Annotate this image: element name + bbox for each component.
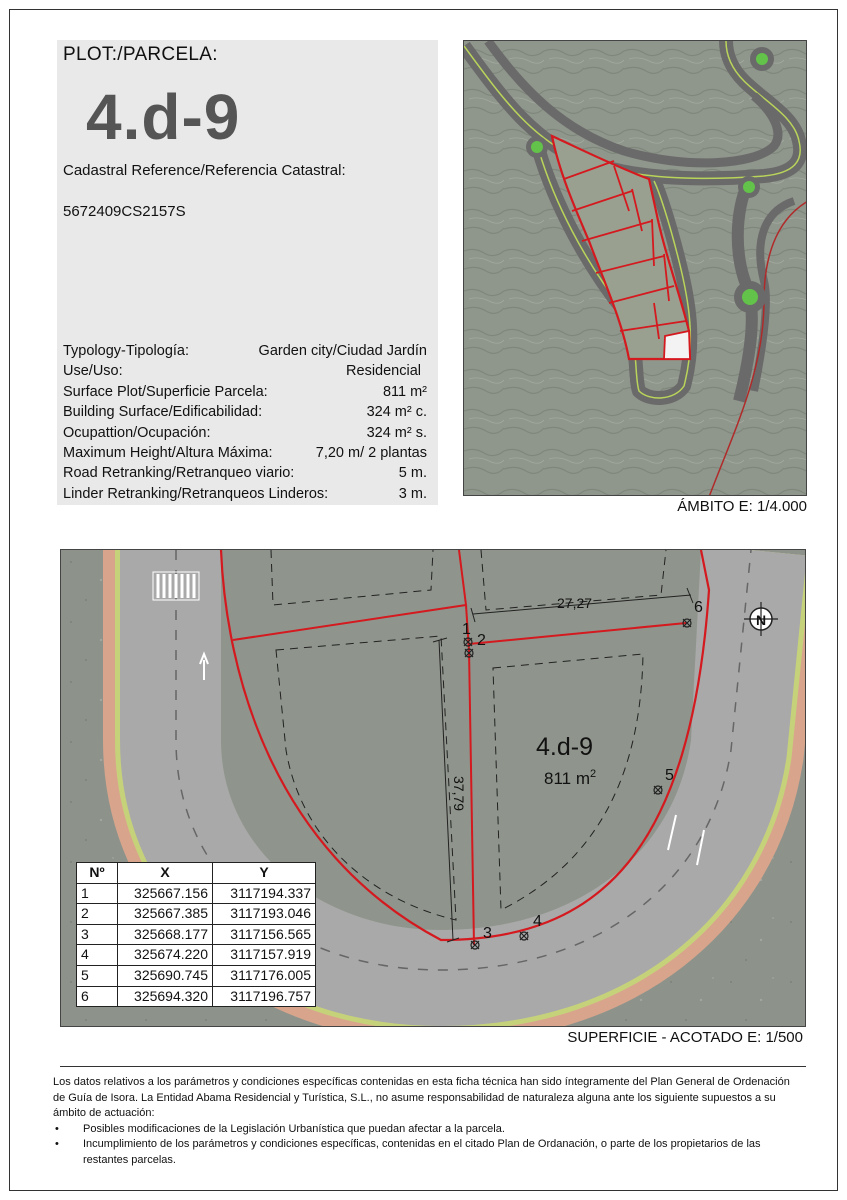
plot-number: 4.d-9 (86, 81, 241, 153)
vertex-label: 3 (483, 925, 492, 942)
table-row (77, 965, 316, 986)
vertex-label: 1 (462, 621, 471, 638)
disclaimer-paragraph: Los datos relativos a los parámetros y condiciones específicas contenidas en esta ficha técnica han sido íntegramente del Plan General de Ordenación de Guía de Isora. La Entidad Abama Residencial y Turística, S.L., no asume responsabilidad de naturaleza alguna ante los siguiente supuestos a su ámbito de actuación: (53, 1076, 790, 1119)
param-row (63, 402, 427, 422)
cadastral-label: Cadastral Reference/Referencia Catastral: (63, 162, 346, 179)
plot-map-label: 4.d-9 (536, 733, 593, 761)
param-value: 5 m. (398, 465, 427, 482)
cell-x: 325674.220 (118, 945, 213, 966)
cell-x: 325668.177 (118, 924, 213, 945)
roundabout-island (742, 289, 758, 305)
param-row (63, 443, 427, 463)
cell-n: 5 (77, 965, 118, 986)
param-row (63, 484, 427, 504)
param-label: Maximum Height/Altura Máxima: (63, 444, 273, 461)
param-value: 324 m² s. (366, 424, 427, 441)
location-map (463, 40, 807, 496)
cell-y: 3117194.337 (213, 883, 316, 904)
roundabout-island (531, 141, 543, 153)
param-label: Road Retranking/Retranqueo viario: (63, 465, 295, 482)
table-row (77, 883, 316, 904)
param-label: Building Surface/Edificabilidad: (63, 404, 263, 421)
vertex-label: 2 (477, 632, 486, 649)
param-value: 3 m. (398, 485, 427, 502)
cell-y: 3117156.565 (213, 924, 316, 945)
parameters-list (63, 341, 427, 504)
highlighted-parcel (664, 331, 690, 359)
cell-y: 3117193.046 (213, 904, 316, 925)
vertex-label: 4 (533, 913, 542, 930)
param-label: Typology-Tipología: (63, 343, 190, 359)
disclaimer-list (53, 1122, 805, 1169)
roundabout-island (756, 53, 768, 65)
param-label: Use/Uso: (63, 363, 123, 380)
cadastral-value: 5672409CS2157S (63, 203, 186, 220)
param-row (63, 341, 427, 361)
cell-x: 325667.385 (118, 904, 213, 925)
cell-n: 4 (77, 945, 118, 966)
location-map-image (464, 41, 807, 496)
table-row (77, 924, 316, 945)
param-row (63, 361, 427, 381)
cell-n: 6 (77, 986, 118, 1007)
cell-x: 325690.745 (118, 965, 213, 986)
detail-map-scale: SUPERFICIE - ACOTADO E: 1/500 (567, 1029, 803, 1046)
cell-n: 3 (77, 924, 118, 945)
cell-y: 3117157.919 (213, 945, 316, 966)
location-map-scale: ÁMBITO E: 1/4.000 (677, 498, 807, 515)
param-label: Linder Retranking/Retranqueos Linderos: (63, 485, 329, 502)
table-row (77, 986, 316, 1007)
param-value: 324 m² c. (366, 404, 427, 421)
param-row (63, 382, 427, 402)
coordinates-table (76, 862, 316, 1007)
param-label: Ocupattion/Ocupación: (63, 424, 211, 441)
column-header: X (118, 863, 213, 884)
cell-x: 325694.320 (118, 986, 213, 1007)
cell-x: 325667.156 (118, 883, 213, 904)
param-value: 811 m² (382, 383, 427, 400)
table-header-row (77, 863, 316, 884)
table-row (77, 904, 316, 925)
column-header: Y (213, 863, 316, 884)
plot-heading: PLOT:/PARCELA: (63, 44, 218, 65)
list-item: • Incumplimiento de los parámetros y condiciones específicas, contenidas en el citado Plan de Ordanación, o parte de los propietarios de las restantes parcelas. (53, 1137, 805, 1168)
cell-y: 3117196.757 (213, 986, 316, 1007)
vertex-label: 5 (665, 767, 674, 784)
roundabout-island (743, 181, 755, 193)
param-row (63, 423, 427, 443)
list-item: • Posibles modificaciones de la Legislación Urbanística que puedan afectar a la parcela. (53, 1122, 805, 1138)
param-row (63, 463, 427, 483)
table-row (77, 945, 316, 966)
plot-area-unit-sup: 2 (590, 768, 597, 780)
param-value: 7,20 m/ 2 plantas (315, 444, 427, 461)
param-label: Surface Plot/Superficie Parcela: (63, 383, 268, 400)
cell-n: 2 (77, 904, 118, 925)
disclaimer (53, 1075, 805, 1168)
param-value: Residencial (346, 363, 421, 380)
cell-y: 3117176.005 (213, 965, 316, 986)
vertex-label: 6 (694, 599, 703, 616)
plot-area-label (544, 768, 596, 788)
param-value: Garden city/Ciudad Jardín (258, 343, 427, 359)
dimension-top-label: 27,27 (557, 595, 593, 611)
north-label: N (756, 612, 767, 628)
dimension-side-label: 37,79 (451, 776, 467, 812)
cell-n: 1 (77, 883, 118, 904)
column-header: Nº (77, 863, 118, 884)
plot-area-value: 811 m (544, 769, 590, 788)
footer-divider (60, 1066, 806, 1067)
